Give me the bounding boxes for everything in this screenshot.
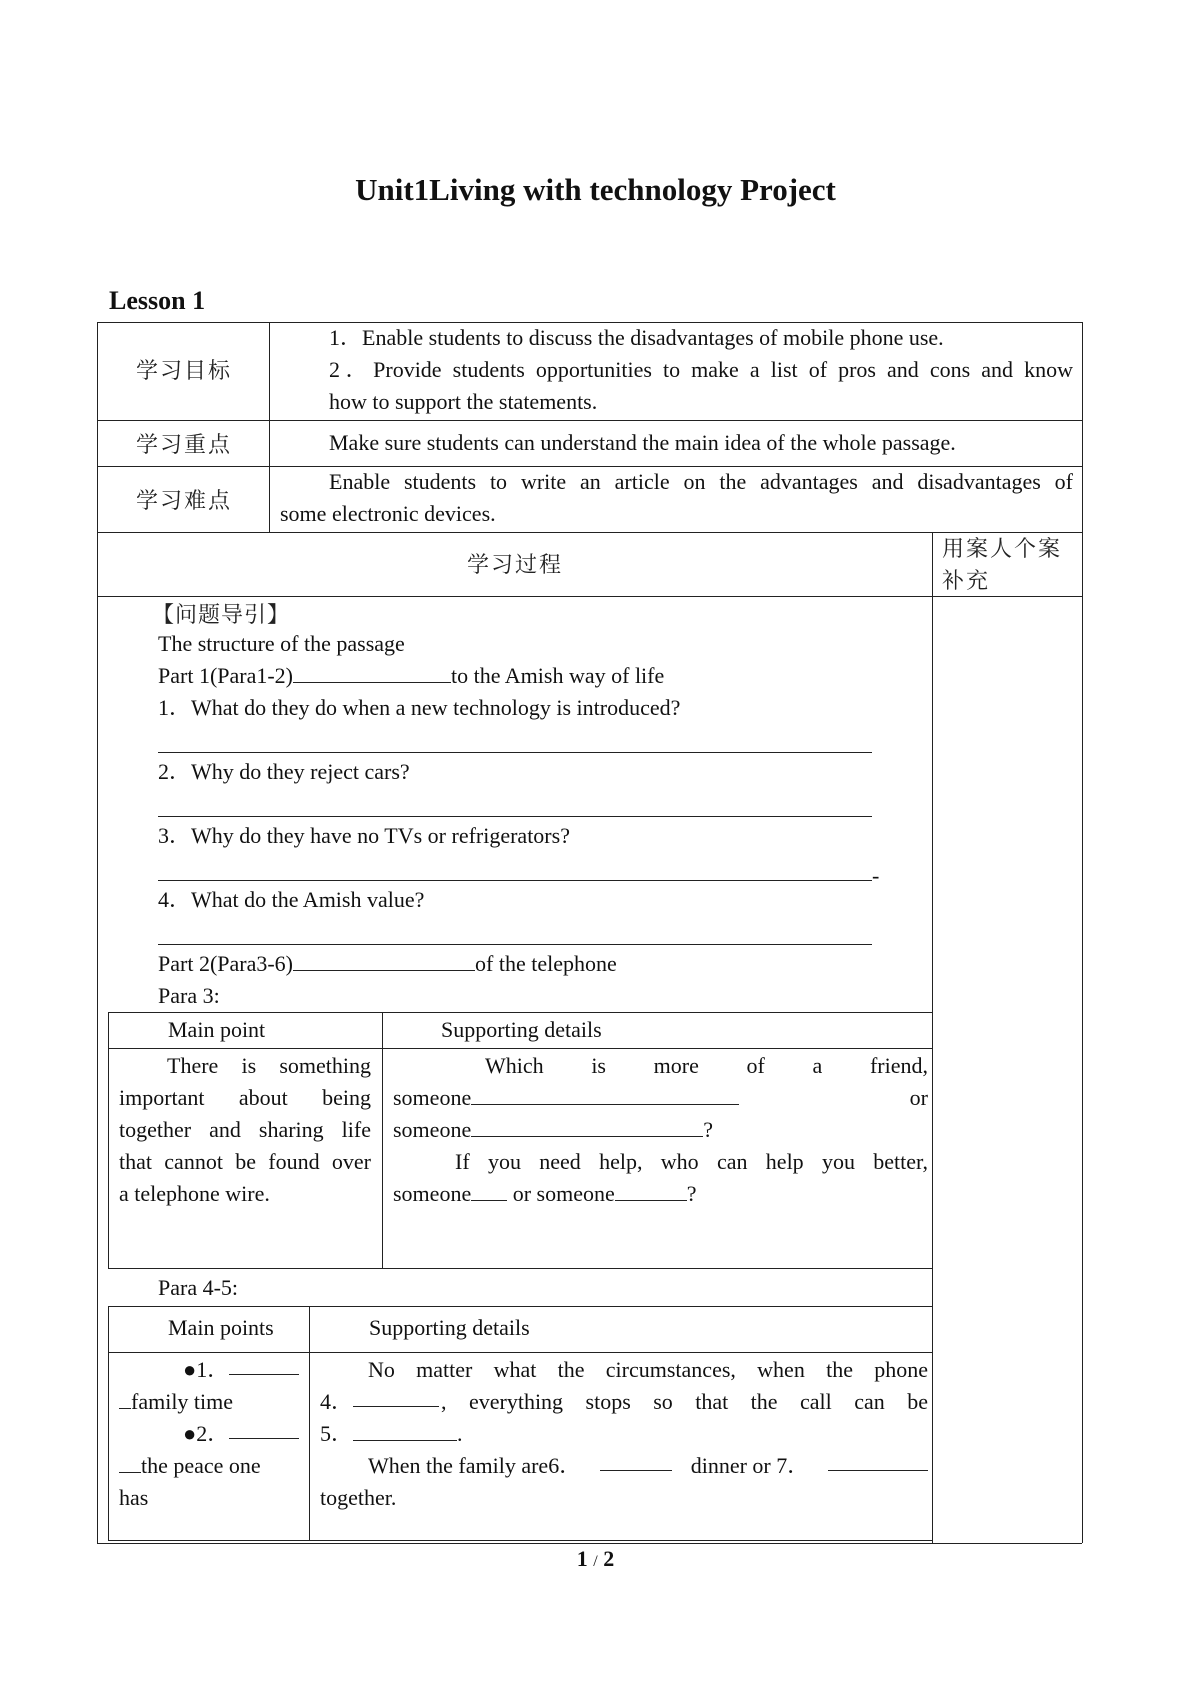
structure-text: The structure of the passage — [158, 631, 405, 656]
page-title: Unit1Living with technology Project — [355, 172, 836, 207]
para3-blank-2[interactable] — [471, 1116, 703, 1137]
part2-blank[interactable] — [293, 950, 475, 971]
para45-main-points: ●1． family time ●2． the peace one has — [119, 1354, 299, 1514]
para3-label: Para 3: — [158, 983, 220, 1008]
supplement-label-cont: 补充 — [942, 569, 991, 594]
guide-heading: 【问题导引】 — [152, 603, 291, 628]
para45-label: Para 4-5: — [158, 1275, 239, 1300]
question-4: 4．What do the Amish value? — [158, 887, 425, 912]
question-2: 2．Why do they reject cars? — [158, 759, 410, 784]
para45-blank-1b[interactable] — [119, 1388, 131, 1409]
focus-text: Make sure students can understand the main idea of the whole passage. — [329, 430, 956, 455]
para45-blank-6[interactable] — [600, 1450, 672, 1471]
question-3: 3．Why do they have no TVs or refrigerators? — [158, 823, 570, 848]
para45-blank-5[interactable] — [353, 1420, 457, 1441]
part1-line: Part 1(Para1-2) to the Amish way of life — [158, 663, 665, 688]
supplement-label: 用案人个案 — [942, 537, 1063, 562]
para45-blank-4[interactable] — [353, 1386, 439, 1407]
para45-blank-7[interactable] — [828, 1450, 928, 1471]
difficulty-text-cont: some electronic devices. — [280, 501, 496, 526]
difficulty-label: 学习难点 — [136, 489, 233, 514]
objective-1: 1．Enable students to discuss the disadvantages of mobile phone use. — [329, 325, 944, 350]
para45-col-main: Main points — [168, 1315, 274, 1340]
part1-blank[interactable] — [293, 662, 451, 683]
lesson-heading: Lesson 1 — [109, 286, 206, 315]
para45-blank-1[interactable] — [229, 1354, 299, 1375]
para3-blank-1[interactable] — [471, 1084, 739, 1105]
answer-line-1[interactable] — [158, 752, 872, 753]
para3-blank-3[interactable] — [471, 1180, 507, 1201]
para45-supporting-details: No matter what the circumstances, when the phone 4． , everything stops so that the call can be 5． . When the family are6． dinner or 7． together. — [320, 1357, 928, 1510]
answer-line-4[interactable] — [158, 944, 872, 945]
objective-2-cont: how to support the statements. — [329, 389, 598, 414]
para3-supporting-details: Which is more of a friend, someone or someone ? If you need help, who can help you better, someone or someone ? — [393, 1053, 928, 1206]
process-label: 学习过程 — [467, 553, 564, 578]
para3-blank-4[interactable] — [615, 1180, 687, 1201]
focus-label: 学习重点 — [136, 433, 233, 458]
para3-main-point: There is something important about being together and sharing life that cannot be found over a telephone wire. — [119, 1053, 371, 1206]
answer-line-2[interactable] — [158, 816, 872, 817]
para3-col-main: Main point — [168, 1017, 266, 1042]
answer-line-3[interactable] — [158, 880, 872, 881]
question-1: 1．What do they do when a new technology is introduced? — [158, 695, 681, 720]
objectives-label: 学习目标 — [136, 359, 233, 384]
para45-blank-2[interactable] — [229, 1418, 299, 1439]
part2-line: Part 2(Para3-6) of the telephone — [158, 951, 617, 976]
para45-col-supporting: Supporting details — [369, 1315, 530, 1340]
difficulty-text: Enable students to write an article on the advantages and disadvantages of — [329, 469, 1073, 494]
para45-blank-2b[interactable] — [119, 1452, 141, 1473]
para3-col-supporting: Supporting details — [441, 1017, 602, 1042]
answer-line-3-dash: - — [872, 863, 880, 888]
page-number: 1 / 2 — [576, 1546, 615, 1571]
objective-2: 2．Provide students opportunities to make a list of pros and cons and know — [329, 357, 1073, 382]
